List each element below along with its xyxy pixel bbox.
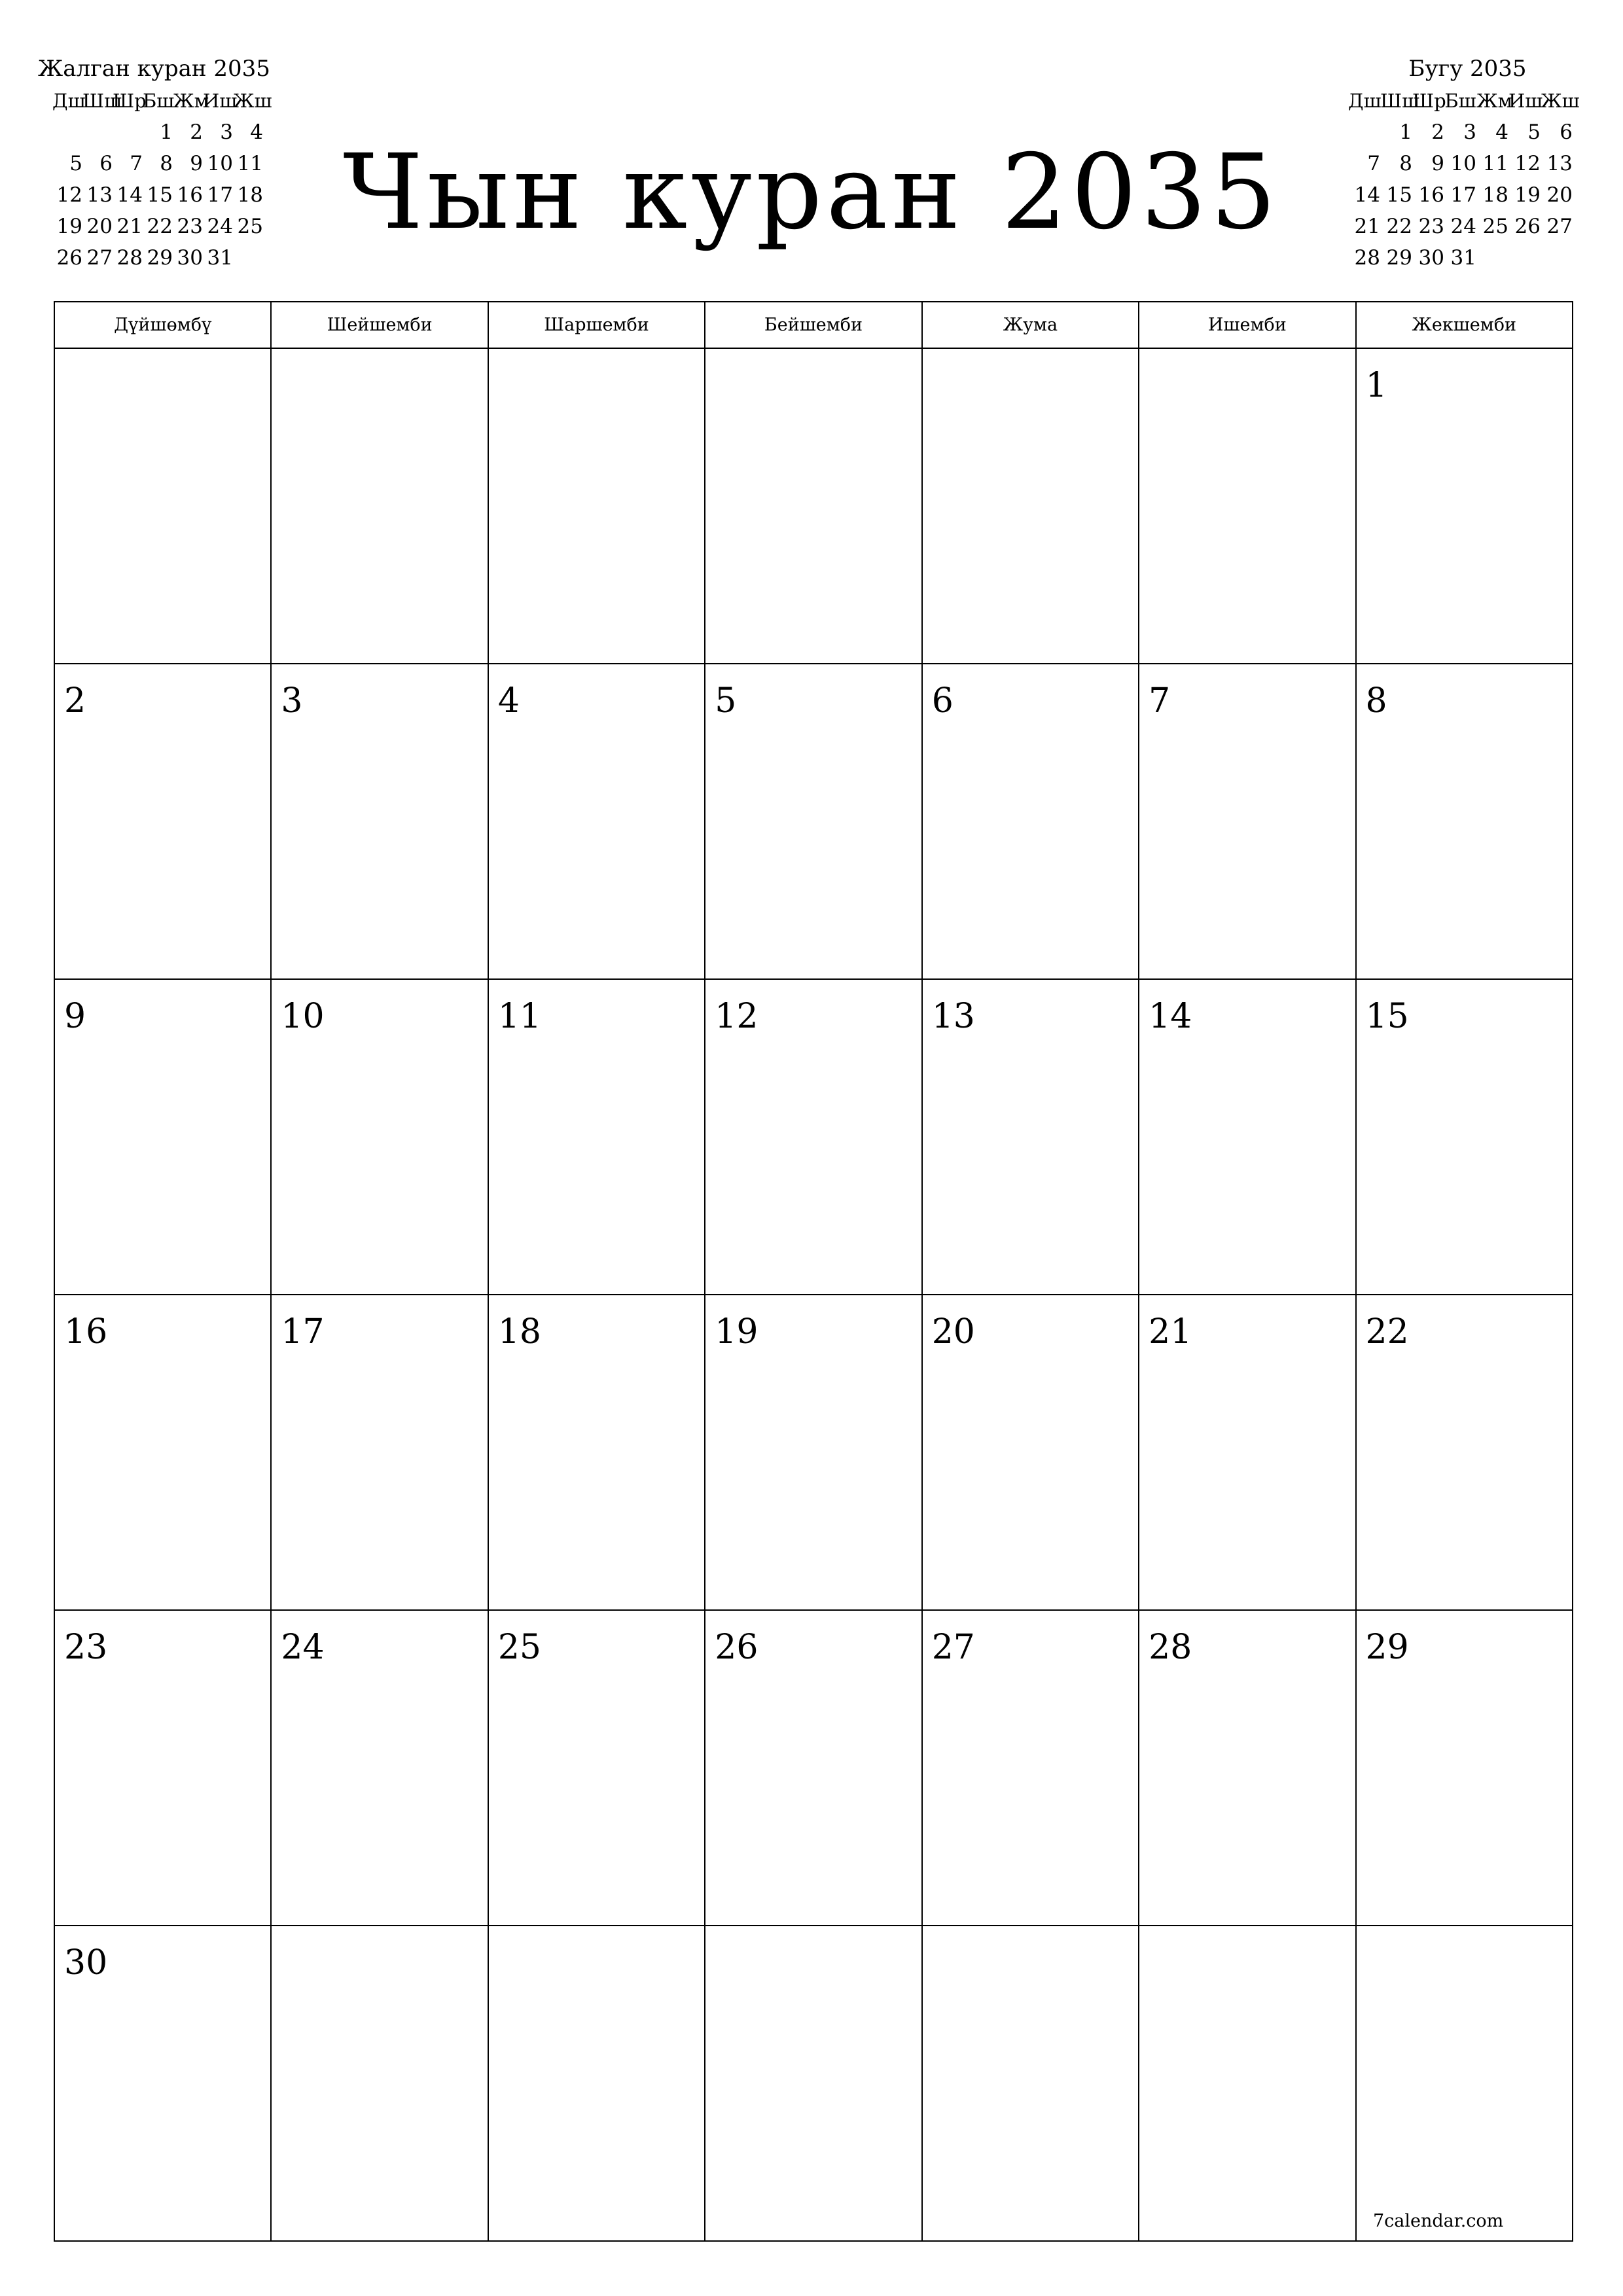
day-number: 10	[281, 997, 325, 1036]
day-number: 22	[1365, 1312, 1409, 1352]
mini-calendar-next-title: Бугу 2035	[1408, 56, 1527, 82]
mini-day: 22	[147, 215, 173, 238]
day-cell[interactable]	[271, 1610, 488, 1926]
day-cell[interactable]	[54, 1295, 271, 1610]
mini-day	[1476, 242, 1508, 274]
day-cell[interactable]	[922, 1610, 1139, 1926]
day-cell[interactable]	[54, 664, 271, 979]
day-cell[interactable]	[922, 664, 1139, 979]
week-row	[54, 1610, 1573, 1926]
mini-calendar-prev	[38, 52, 296, 274]
mini-day: 6	[1560, 120, 1573, 144]
mini-calendar-next-grid	[1348, 85, 1587, 274]
mini-weekday: Иш	[203, 90, 238, 112]
mini-day: 21	[1354, 215, 1380, 238]
day-cell[interactable]	[1139, 979, 1355, 1295]
footer-source: 7calendar.com	[1373, 2211, 1504, 2231]
mini-weekday: Иш	[1508, 90, 1543, 112]
day-cell[interactable]	[271, 1926, 488, 2241]
week-row	[54, 1926, 1573, 2241]
mini-day: 25	[1482, 215, 1508, 238]
mini-day	[113, 117, 143, 148]
mini-day: 26	[56, 246, 82, 270]
mini-day: 7	[130, 152, 143, 175]
day-cell[interactable]	[705, 348, 921, 664]
day-cell[interactable]	[271, 1295, 488, 1610]
day-cell[interactable]	[1139, 664, 1355, 979]
day-number: 15	[1365, 997, 1409, 1036]
mini-day: 26	[1514, 215, 1541, 238]
mini-weekday: Дш	[1348, 90, 1382, 112]
mini-day: 13	[1546, 152, 1573, 175]
day-cell[interactable]	[922, 348, 1139, 664]
day-number: 19	[715, 1312, 758, 1352]
mini-calendar-prev-grid	[52, 85, 296, 274]
day-number: 18	[497, 1312, 542, 1352]
day-cell[interactable]	[1356, 664, 1573, 979]
mini-weekday: Дш	[52, 90, 86, 112]
mini-day	[1348, 117, 1380, 148]
mini-day: 15	[147, 183, 173, 207]
day-cell[interactable]	[54, 1610, 271, 1926]
day-cell[interactable]	[488, 1295, 705, 1610]
mini-calendar-prev-title: Жалган куран 2035	[38, 56, 270, 82]
weekday-header: Шаршемби	[488, 302, 705, 348]
day-number: 14	[1149, 997, 1192, 1036]
mini-day: 9	[1431, 152, 1444, 175]
mini-day: 10	[207, 152, 233, 175]
mini-day: 28	[116, 246, 143, 270]
mini-day: 24	[1450, 215, 1476, 238]
mini-day: 10	[1450, 152, 1476, 175]
mini-day: 4	[1495, 120, 1508, 144]
mini-day: 18	[1482, 183, 1508, 207]
mini-weekday: Бш	[143, 90, 175, 112]
mini-day: 12	[1514, 152, 1541, 175]
day-number: 29	[1365, 1628, 1409, 1667]
week-row	[54, 664, 1573, 979]
mini-day: 12	[56, 183, 82, 207]
day-cell[interactable]	[488, 979, 705, 1295]
mini-day: 8	[160, 152, 173, 175]
day-cell[interactable]	[488, 348, 705, 664]
mini-day: 11	[1482, 152, 1508, 175]
mini-day: 14	[116, 183, 143, 207]
mini-weekday: Шш	[82, 90, 122, 112]
day-cell[interactable]	[271, 664, 488, 979]
day-cell[interactable]	[1139, 348, 1355, 664]
mini-weekday: Жш	[1541, 90, 1580, 112]
month-grid-body	[54, 348, 1573, 2241]
day-number: 13	[931, 997, 975, 1036]
day-number: 27	[931, 1628, 975, 1667]
day-cell[interactable]	[1139, 1926, 1355, 2241]
mini-day: 2	[190, 120, 203, 144]
mini-day	[233, 242, 263, 274]
mini-day: 7	[1367, 152, 1380, 175]
day-cell[interactable]	[488, 1610, 705, 1926]
mini-weekday: Жм	[1476, 90, 1513, 112]
day-number: 26	[715, 1628, 758, 1667]
weekday-header: Ишемби	[1139, 302, 1355, 348]
day-number: 12	[715, 997, 758, 1036]
day-cell[interactable]	[54, 348, 271, 664]
mini-day: 6	[99, 152, 113, 175]
mini-day: 21	[116, 215, 143, 238]
mini-weekday: Жм	[173, 90, 209, 112]
day-cell[interactable]	[1356, 1926, 1573, 2241]
mini-day: 30	[1418, 246, 1444, 270]
mini-day: 16	[177, 183, 203, 207]
day-number: 21	[1149, 1312, 1192, 1352]
day-cell[interactable]	[705, 979, 921, 1295]
mini-day: 13	[86, 183, 113, 207]
day-number: 2	[64, 681, 86, 721]
mini-day: 29	[1386, 246, 1412, 270]
mini-day	[82, 117, 113, 148]
day-cell[interactable]	[922, 1926, 1139, 2241]
mini-day: 25	[237, 215, 263, 238]
day-cell[interactable]	[54, 1926, 271, 2241]
mini-day: 31	[207, 246, 233, 270]
mini-day: 30	[177, 246, 203, 270]
mini-day: 27	[86, 246, 113, 270]
mini-weekday: Шш	[1380, 90, 1420, 112]
mini-day: 5	[1527, 120, 1541, 144]
day-number: 20	[931, 1312, 975, 1352]
mini-day: 3	[1463, 120, 1476, 144]
mini-day: 11	[237, 152, 263, 175]
day-cell[interactable]	[271, 979, 488, 1295]
mini-weekday: Жш	[233, 90, 272, 112]
day-number: 24	[281, 1628, 325, 1667]
mini-day: 1	[160, 120, 173, 144]
mini-day: 22	[1386, 215, 1412, 238]
day-number: 5	[715, 681, 737, 721]
day-cell[interactable]	[705, 664, 921, 979]
weekday-header: Дүйшөмбү	[54, 302, 271, 348]
day-number: 11	[497, 997, 542, 1036]
day-cell[interactable]	[705, 1610, 921, 1926]
weekday-header-row	[54, 302, 1573, 348]
mini-day: 4	[250, 120, 263, 144]
mini-day: 3	[220, 120, 233, 144]
weekday-header: Жекшемби	[1356, 302, 1573, 348]
mini-day: 23	[1418, 215, 1444, 238]
mini-day: 9	[190, 152, 203, 175]
day-cell[interactable]	[705, 1295, 921, 1610]
week-row	[54, 1295, 1573, 1610]
day-cell[interactable]	[705, 1926, 921, 2241]
mini-day: 5	[69, 152, 82, 175]
day-cell[interactable]	[1356, 979, 1573, 1295]
day-cell[interactable]	[1356, 1610, 1573, 1926]
mini-day: 8	[1399, 152, 1412, 175]
day-cell[interactable]	[1356, 348, 1573, 664]
day-cell[interactable]	[1139, 1295, 1355, 1610]
page-title: Чын куран 2035	[342, 132, 1281, 253]
mini-day: 18	[237, 183, 263, 207]
day-number: 30	[64, 1943, 108, 1982]
mini-weekday: Бш	[1444, 90, 1476, 112]
day-number: 6	[931, 681, 954, 721]
mini-weekday: Шр	[113, 90, 147, 112]
mini-day: 1	[1399, 120, 1412, 144]
day-cell[interactable]	[1139, 1610, 1355, 1926]
mini-day: 2	[1431, 120, 1444, 144]
day-number: 7	[1149, 681, 1171, 721]
mini-day	[1541, 242, 1573, 274]
mini-day: 19	[1514, 183, 1541, 207]
day-cell[interactable]	[271, 348, 488, 664]
day-number: 28	[1149, 1628, 1192, 1667]
mini-day: 19	[56, 215, 82, 238]
day-number: 1	[1365, 366, 1387, 405]
mini-day: 28	[1354, 246, 1380, 270]
mini-day: 31	[1450, 246, 1476, 270]
mini-day	[52, 117, 82, 148]
day-number: 8	[1365, 681, 1387, 721]
month-grid	[54, 301, 1573, 2242]
day-number: 17	[281, 1312, 325, 1352]
mini-day: 29	[147, 246, 173, 270]
weekday-header: Шейшемби	[271, 302, 488, 348]
mini-day: 23	[177, 215, 203, 238]
day-cell[interactable]	[922, 979, 1139, 1295]
day-cell[interactable]	[488, 1926, 705, 2241]
day-cell[interactable]	[488, 664, 705, 979]
day-cell[interactable]	[1356, 1295, 1573, 1610]
week-row	[54, 979, 1573, 1295]
week-row	[54, 348, 1573, 664]
day-cell[interactable]	[54, 979, 271, 1295]
mini-weekday: Шр	[1412, 90, 1446, 112]
mini-calendar-next	[1348, 52, 1587, 274]
day-number: 9	[64, 997, 86, 1036]
mini-day: 24	[207, 215, 233, 238]
weekday-header: Жума	[922, 302, 1139, 348]
mini-day: 27	[1546, 215, 1573, 238]
day-cell[interactable]	[922, 1295, 1139, 1610]
day-number: 4	[497, 681, 520, 721]
day-number: 25	[497, 1628, 542, 1667]
mini-day: 20	[1546, 183, 1573, 207]
weekday-header: Бейшемби	[705, 302, 921, 348]
mini-day: 20	[86, 215, 113, 238]
day-number: 16	[64, 1312, 108, 1352]
mini-day: 16	[1418, 183, 1444, 207]
mini-day	[1508, 242, 1541, 274]
mini-day: 17	[207, 183, 233, 207]
day-number: 3	[281, 681, 303, 721]
mini-day: 15	[1386, 183, 1412, 207]
mini-day: 17	[1450, 183, 1476, 207]
mini-day: 14	[1354, 183, 1380, 207]
day-number: 23	[64, 1628, 108, 1667]
